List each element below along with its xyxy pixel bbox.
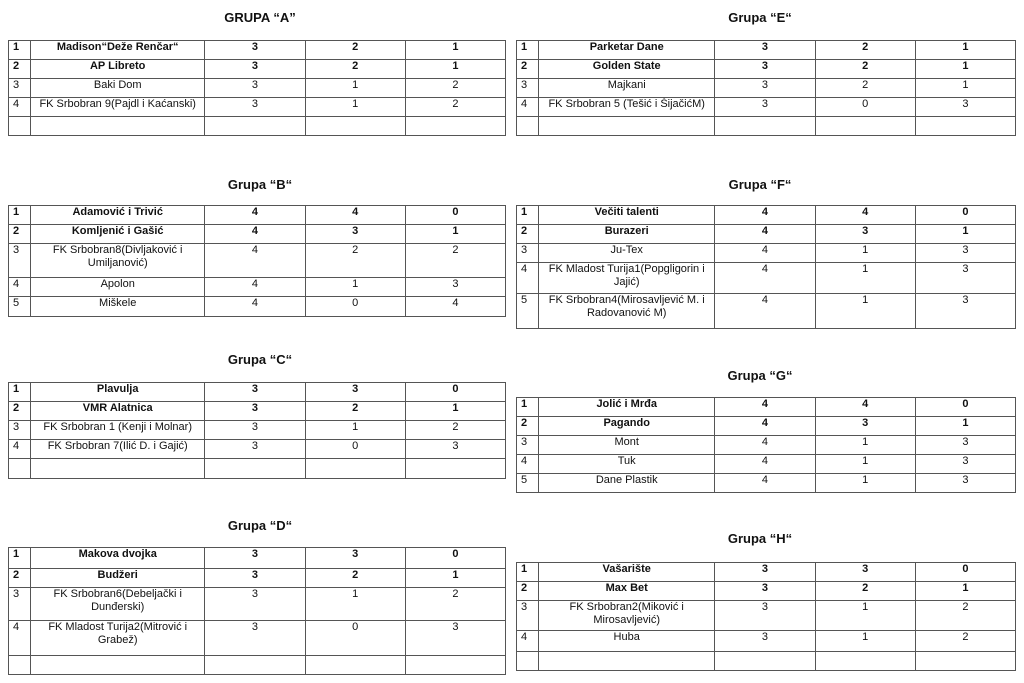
rank-cell: 3 <box>9 588 31 621</box>
losses-cell: 2 <box>915 601 1015 631</box>
wins-cell: 2 <box>815 60 915 79</box>
wins-cell: 2 <box>305 60 405 79</box>
played-cell: 3 <box>205 402 305 421</box>
wins-cell: 1 <box>305 588 405 621</box>
wins-cell: 4 <box>815 398 915 417</box>
losses-cell: 3 <box>915 474 1015 493</box>
wins-cell: 0 <box>305 297 405 317</box>
losses-cell: 3 <box>405 278 505 297</box>
team-name-cell: AP Libreto <box>31 60 205 79</box>
team-name-cell <box>31 656 205 675</box>
table-row <box>517 652 1016 671</box>
table-row <box>517 294 1016 329</box>
group-title-d: Grupa “D“ <box>227 518 293 533</box>
rank-cell: 1 <box>9 383 31 402</box>
wins-cell: 1 <box>815 631 915 652</box>
rank-cell <box>517 652 539 671</box>
team-name-cell: VMR Alatnica <box>31 402 205 421</box>
wins-cell: 3 <box>815 417 915 436</box>
played-cell: 4 <box>205 244 305 278</box>
team-name-cell <box>31 459 205 479</box>
losses-cell: 1 <box>405 402 505 421</box>
team-name-cell: FK Srbobran4(Mirosavljević M. i Radovanović M) <box>539 294 715 329</box>
group-title-h: Grupa “H“ <box>727 531 793 546</box>
played-cell: 4 <box>715 455 815 474</box>
team-name-cell: Golden State <box>539 60 715 79</box>
table-row <box>517 263 1016 294</box>
played-cell: 4 <box>205 225 305 244</box>
losses-cell <box>915 652 1015 671</box>
table-row <box>9 41 506 60</box>
losses-cell: 1 <box>915 60 1015 79</box>
group-title-a: GRUPA “A” <box>224 10 296 25</box>
played-cell: 4 <box>715 225 815 244</box>
losses-cell: 1 <box>405 41 505 60</box>
wins-cell <box>815 117 915 136</box>
rank-cell: 2 <box>9 402 31 421</box>
losses-cell: 2 <box>405 79 505 98</box>
played-cell <box>205 656 305 675</box>
losses-cell: 2 <box>405 588 505 621</box>
wins-cell: 1 <box>815 263 915 294</box>
played-cell: 4 <box>205 206 305 225</box>
rank-cell <box>517 117 539 136</box>
played-cell: 4 <box>715 474 815 493</box>
wins-cell <box>305 117 405 136</box>
losses-cell: 3 <box>405 621 505 656</box>
team-name-cell: Tuk <box>539 455 715 474</box>
team-name-cell: FK Srbobran2(Miković i Mirosavljević) <box>539 601 715 631</box>
losses-cell <box>405 656 505 675</box>
rank-cell: 3 <box>517 601 539 631</box>
played-cell: 4 <box>715 417 815 436</box>
rank-cell: 4 <box>517 263 539 294</box>
team-name-cell: Apolon <box>31 278 205 297</box>
losses-cell: 3 <box>915 263 1015 294</box>
group-title-b: Grupa “B“ <box>227 177 293 192</box>
group-table-b <box>8 205 506 317</box>
rank-cell <box>9 459 31 479</box>
losses-cell: 2 <box>405 244 505 278</box>
team-name-cell <box>539 652 715 671</box>
team-name-cell: Dane Plastik <box>539 474 715 493</box>
group-table-a <box>8 40 506 136</box>
wins-cell: 2 <box>305 41 405 60</box>
played-cell: 3 <box>715 41 815 60</box>
losses-cell: 3 <box>915 436 1015 455</box>
team-name-cell: Adamović i Trivić <box>31 206 205 225</box>
table-row <box>517 474 1016 493</box>
team-name-cell: Pagando <box>539 417 715 436</box>
played-cell: 4 <box>715 206 815 225</box>
wins-cell: 3 <box>305 383 405 402</box>
group-title-f: Grupa “F“ <box>728 177 792 192</box>
played-cell: 3 <box>205 421 305 440</box>
rank-cell: 4 <box>9 621 31 656</box>
rank-cell: 4 <box>9 440 31 459</box>
table-row <box>9 459 506 479</box>
table-row <box>517 79 1016 98</box>
losses-cell: 1 <box>405 225 505 244</box>
played-cell: 4 <box>715 244 815 263</box>
table-row <box>517 601 1016 631</box>
rank-cell: 3 <box>517 244 539 263</box>
wins-cell <box>815 652 915 671</box>
group-title-g: Grupa “G“ <box>727 368 793 383</box>
team-name-cell <box>539 117 715 136</box>
wins-cell: 2 <box>305 244 405 278</box>
rank-cell: 3 <box>9 421 31 440</box>
group-title-e: Grupa “E“ <box>728 10 792 25</box>
rank-cell: 3 <box>9 79 31 98</box>
rank-cell: 1 <box>517 398 539 417</box>
table-row <box>517 398 1016 417</box>
table-row <box>9 297 506 317</box>
team-name-cell: Burazeri <box>539 225 715 244</box>
played-cell <box>715 652 815 671</box>
played-cell: 4 <box>205 278 305 297</box>
team-name-cell: FK Mladost Turija2(Mitrović i Grabež) <box>31 621 205 656</box>
played-cell: 3 <box>715 563 815 582</box>
table-row <box>9 244 506 278</box>
played-cell: 4 <box>715 294 815 329</box>
played-cell: 3 <box>715 631 815 652</box>
losses-cell: 1 <box>915 417 1015 436</box>
rank-cell: 1 <box>9 41 31 60</box>
table-row <box>517 244 1016 263</box>
table-row <box>517 417 1016 436</box>
rank-cell: 4 <box>9 278 31 297</box>
group-table-h <box>516 562 1016 671</box>
losses-cell: 4 <box>405 297 505 317</box>
table-row <box>9 117 506 136</box>
team-name-cell: Plavulja <box>31 383 205 402</box>
team-name-cell <box>31 117 205 136</box>
team-name-cell: FK Srbobran 9(Pajdl i Kaćanski) <box>31 98 205 117</box>
team-name-cell: Miškele <box>31 297 205 317</box>
played-cell: 3 <box>205 98 305 117</box>
losses-cell: 0 <box>915 398 1015 417</box>
played-cell: 4 <box>715 436 815 455</box>
losses-cell <box>405 117 505 136</box>
losses-cell: 3 <box>915 98 1015 117</box>
played-cell: 3 <box>205 60 305 79</box>
rank-cell: 1 <box>9 548 31 569</box>
wins-cell: 1 <box>815 474 915 493</box>
losses-cell: 3 <box>915 455 1015 474</box>
wins-cell: 1 <box>815 436 915 455</box>
rank-cell: 2 <box>9 225 31 244</box>
team-name-cell: FK Mladost Turija1(Popgligorin i Jajić) <box>539 263 715 294</box>
wins-cell: 2 <box>815 41 915 60</box>
wins-cell: 1 <box>815 455 915 474</box>
played-cell <box>205 459 305 479</box>
table-row <box>517 225 1016 244</box>
team-name-cell: Max Bet <box>539 582 715 601</box>
wins-cell: 3 <box>815 225 915 244</box>
team-name-cell: Vašarište <box>539 563 715 582</box>
losses-cell <box>915 117 1015 136</box>
table-row <box>517 563 1016 582</box>
rank-cell: 3 <box>9 244 31 278</box>
wins-cell: 1 <box>305 278 405 297</box>
team-name-cell: Komljenić i Gašić <box>31 225 205 244</box>
losses-cell: 3 <box>915 244 1015 263</box>
team-name-cell: Parketar Dane <box>539 41 715 60</box>
losses-cell: 2 <box>405 98 505 117</box>
table-row <box>9 402 506 421</box>
table-row <box>9 569 506 588</box>
rank-cell: 5 <box>517 474 539 493</box>
played-cell: 3 <box>715 98 815 117</box>
played-cell: 3 <box>205 41 305 60</box>
played-cell: 3 <box>205 79 305 98</box>
rank-cell: 4 <box>517 631 539 652</box>
table-row <box>517 631 1016 652</box>
rank-cell: 4 <box>517 98 539 117</box>
wins-cell: 3 <box>305 548 405 569</box>
played-cell: 3 <box>205 548 305 569</box>
losses-cell: 0 <box>915 563 1015 582</box>
played-cell: 4 <box>715 398 815 417</box>
played-cell: 3 <box>715 60 815 79</box>
played-cell: 4 <box>205 297 305 317</box>
group-table-g <box>516 397 1016 493</box>
table-row <box>9 588 506 621</box>
group-table-f <box>516 205 1016 329</box>
wins-cell: 1 <box>815 601 915 631</box>
wins-cell: 1 <box>815 294 915 329</box>
rank-cell: 4 <box>9 98 31 117</box>
rank-cell: 5 <box>517 294 539 329</box>
team-name-cell: Budžeri <box>31 569 205 588</box>
rank-cell: 3 <box>517 436 539 455</box>
wins-cell <box>305 459 405 479</box>
group-title-c: Grupa “C“ <box>227 352 293 367</box>
played-cell: 3 <box>205 440 305 459</box>
table-row <box>9 383 506 402</box>
losses-cell: 0 <box>405 548 505 569</box>
group-table-d <box>8 547 506 675</box>
played-cell: 3 <box>715 582 815 601</box>
team-name-cell: FK Srbobran6(Debeljački i Dunđerski) <box>31 588 205 621</box>
team-name-cell: FK Srbobran 5 (Tešić i ŠijačićM) <box>539 98 715 117</box>
wins-cell: 2 <box>305 402 405 421</box>
wins-cell: 4 <box>815 206 915 225</box>
table-row <box>9 278 506 297</box>
losses-cell: 0 <box>405 206 505 225</box>
table-row <box>9 98 506 117</box>
rank-cell: 1 <box>517 206 539 225</box>
wins-cell: 2 <box>305 569 405 588</box>
losses-cell: 2 <box>405 421 505 440</box>
team-name-cell: Mont <box>539 436 715 455</box>
wins-cell: 0 <box>305 621 405 656</box>
wins-cell: 1 <box>305 79 405 98</box>
losses-cell <box>405 459 505 479</box>
table-row <box>9 79 506 98</box>
rank-cell: 2 <box>9 569 31 588</box>
table-row <box>517 98 1016 117</box>
rank-cell: 2 <box>517 225 539 244</box>
table-row <box>9 621 506 656</box>
team-name-cell: Jolić i Mrđa <box>539 398 715 417</box>
table-row <box>9 548 506 569</box>
rank-cell: 2 <box>517 582 539 601</box>
table-row <box>517 455 1016 474</box>
rank-cell: 1 <box>9 206 31 225</box>
played-cell: 4 <box>715 263 815 294</box>
rank-cell: 1 <box>517 563 539 582</box>
wins-cell: 2 <box>815 582 915 601</box>
losses-cell: 2 <box>915 631 1015 652</box>
rank-cell: 4 <box>517 455 539 474</box>
team-name-cell: Majkani <box>539 79 715 98</box>
rank-cell: 2 <box>517 60 539 79</box>
wins-cell: 2 <box>815 79 915 98</box>
team-name-cell: Baki Dom <box>31 79 205 98</box>
losses-cell: 3 <box>915 294 1015 329</box>
table-row <box>517 582 1016 601</box>
team-name-cell: FK Srbobran 1 (Kenji i Molnar) <box>31 421 205 440</box>
wins-cell: 0 <box>815 98 915 117</box>
played-cell: 3 <box>205 383 305 402</box>
losses-cell: 1 <box>405 60 505 79</box>
rank-cell: 2 <box>517 417 539 436</box>
losses-cell: 1 <box>915 79 1015 98</box>
wins-cell: 0 <box>305 440 405 459</box>
group-table-e <box>516 40 1016 136</box>
wins-cell: 3 <box>815 563 915 582</box>
losses-cell: 1 <box>405 569 505 588</box>
rank-cell: 3 <box>517 79 539 98</box>
rank-cell <box>9 117 31 136</box>
group-table-c <box>8 382 506 479</box>
table-row <box>517 41 1016 60</box>
wins-cell: 1 <box>305 98 405 117</box>
rank-cell: 5 <box>9 297 31 317</box>
wins-cell: 4 <box>305 206 405 225</box>
wins-cell: 1 <box>815 244 915 263</box>
losses-cell: 1 <box>915 225 1015 244</box>
wins-cell <box>305 656 405 675</box>
team-name-cell: FK Srbobran 7(Ilić D. i Gajić) <box>31 440 205 459</box>
played-cell: 3 <box>715 79 815 98</box>
table-row <box>9 421 506 440</box>
table-row <box>9 60 506 79</box>
losses-cell: 1 <box>915 582 1015 601</box>
played-cell: 3 <box>205 621 305 656</box>
rank-cell <box>9 656 31 675</box>
played-cell: 3 <box>715 601 815 631</box>
rank-cell: 1 <box>517 41 539 60</box>
team-name-cell: Večiti talenti <box>539 206 715 225</box>
table-row <box>517 60 1016 79</box>
wins-cell: 1 <box>305 421 405 440</box>
rank-cell: 2 <box>9 60 31 79</box>
table-row <box>9 225 506 244</box>
table-row <box>517 436 1016 455</box>
losses-cell: 0 <box>915 206 1015 225</box>
team-name-cell: Ju-Tex <box>539 244 715 263</box>
played-cell: 3 <box>205 569 305 588</box>
played-cell <box>205 117 305 136</box>
table-row <box>9 440 506 459</box>
losses-cell: 0 <box>405 383 505 402</box>
wins-cell: 3 <box>305 225 405 244</box>
team-name-cell: Madison“Deže Renčar“ <box>31 41 205 60</box>
table-row <box>517 206 1016 225</box>
table-row <box>9 656 506 675</box>
team-name-cell: Huba <box>539 631 715 652</box>
played-cell <box>715 117 815 136</box>
table-row <box>9 206 506 225</box>
team-name-cell: Makova dvojka <box>31 548 205 569</box>
losses-cell: 1 <box>915 41 1015 60</box>
team-name-cell: FK Srbobran8(Divljaković i Umiljanović) <box>31 244 205 278</box>
played-cell: 3 <box>205 588 305 621</box>
losses-cell: 3 <box>405 440 505 459</box>
table-row <box>517 117 1016 136</box>
